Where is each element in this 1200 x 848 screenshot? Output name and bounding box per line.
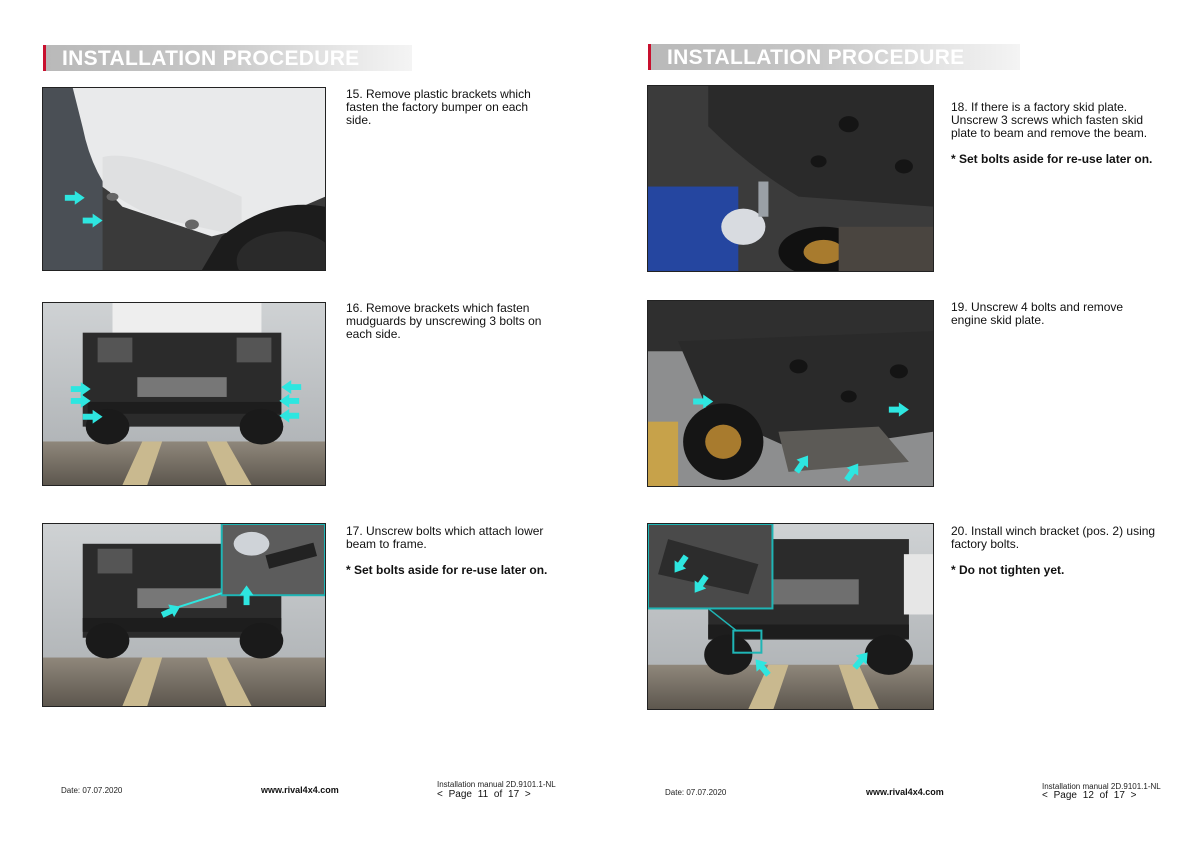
footer-date: Date: 07.07.2020 [61, 786, 123, 795]
step-18-note: * Set bolts aside for re-use later on. [951, 152, 1153, 166]
footer-url[interactable]: www.rival4x4.com [261, 785, 339, 795]
section-header [43, 45, 412, 71]
footer-date: Date: 07.07.2020 [665, 788, 727, 797]
step-16-description: 16. Remove brackets which fasten mudguards by unscrewing 3 bolts on each side. [346, 301, 542, 341]
step-20-description: 20. Install winch bracket (pos. 2) using factory bolts. [951, 524, 1156, 551]
step-18-photo [647, 85, 934, 272]
step-18-text [951, 101, 1161, 179]
step-15-text [346, 88, 556, 140]
right-page [605, 0, 1200, 848]
step-15-description: 15. Remove plastic brackets which fasten the factory bumper on each side. [346, 87, 531, 127]
step-17-text [346, 525, 556, 590]
footer-page-number: < Page 12 of 17 > [1042, 790, 1137, 801]
step-16-text [346, 302, 556, 354]
step-20-text [951, 525, 1161, 590]
section-header-title: INSTALLATION PROCEDURE [667, 46, 965, 69]
step-15-photo [42, 87, 326, 271]
step-19-description: 19. Unscrew 4 bolts and remove engine skid plate. [951, 300, 1124, 327]
step-20-note: * Do not tighten yet. [951, 563, 1065, 577]
step-18-description: 18. If there is a factory skid plate. Unscrew 3 screws which fasten skid plate to beam and remove the beam. [951, 100, 1148, 140]
step-16-photo [42, 302, 326, 486]
footer-manual: Installation manual 2D.9101.1-NL [1042, 782, 1161, 791]
step-17-description: 17. Unscrew bolts which attach lower beam to frame. [346, 524, 544, 551]
footer-url[interactable]: www.rival4x4.com [866, 787, 944, 797]
step-17-note: * Set bolts aside for re-use later on. [346, 563, 548, 577]
footer-page-number: < Page 11 of 17 > [437, 789, 531, 800]
step-20-photo [647, 523, 934, 710]
section-header-title: INSTALLATION PROCEDURE [62, 47, 360, 70]
step-17-photo [42, 523, 326, 707]
footer-manual: Installation manual 2D.9101.1-NL [437, 780, 556, 789]
step-19-photo [647, 300, 934, 487]
step-19-text [951, 301, 1161, 340]
section-header [648, 44, 1020, 70]
